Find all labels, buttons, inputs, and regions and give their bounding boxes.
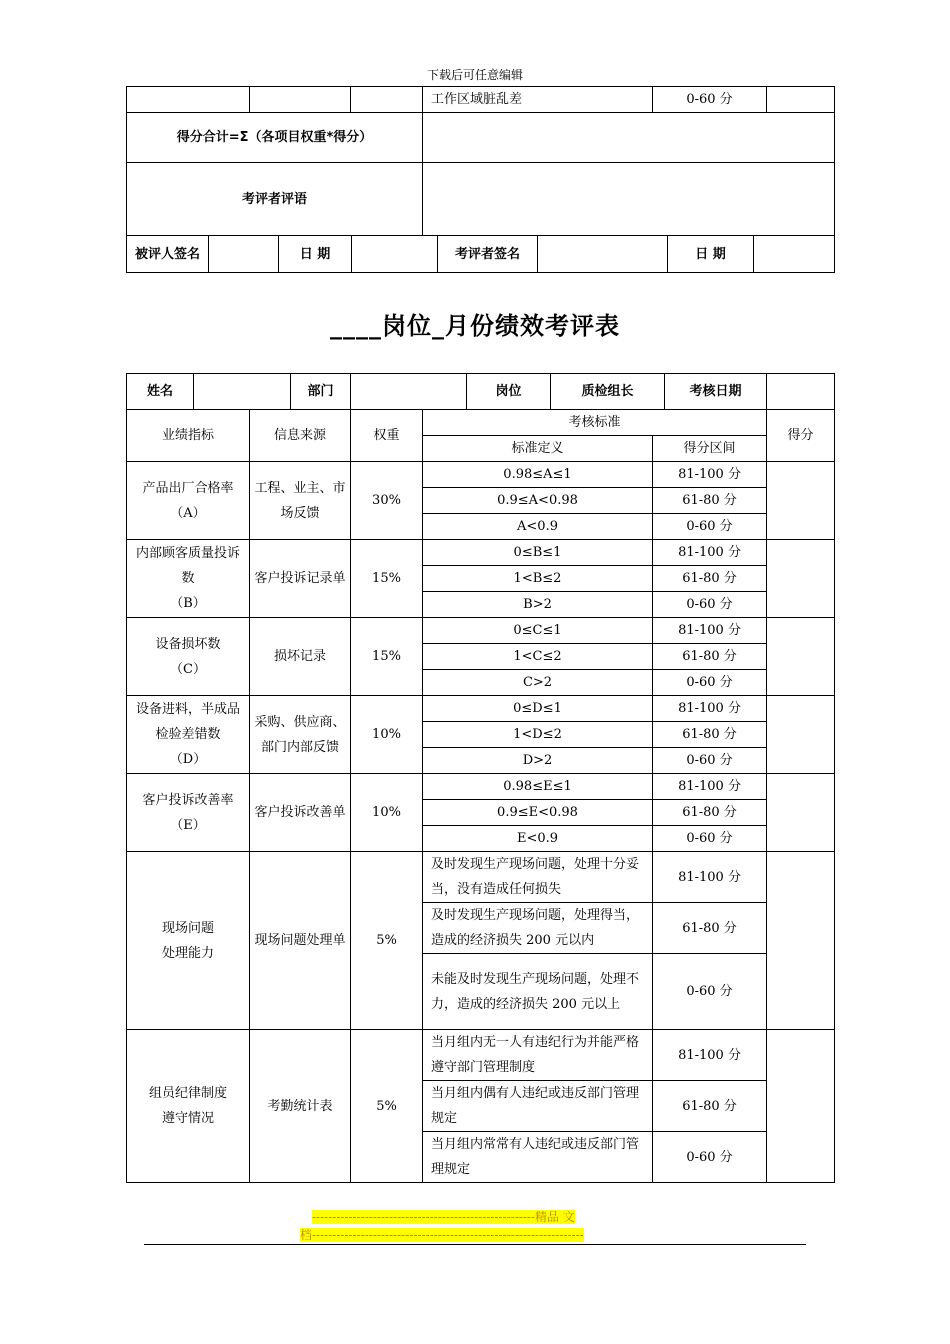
indicator-line: 产品出厂合格率 <box>142 480 234 496</box>
source-cell: 考勤统计表 <box>250 1030 351 1183</box>
page-header: 下载后可任意编辑 <box>426 68 523 82</box>
indicator-cell <box>127 618 250 696</box>
indicator-line: （A） <box>170 505 206 521</box>
range-cell: 0-60 分 <box>653 592 767 618</box>
range-cell: 0-60 分 <box>653 826 767 852</box>
evaluator-sign-label: 考评者签名 <box>438 236 538 273</box>
indicator-line: 组员纪律制度 <box>148 1086 227 1101</box>
range-cell: 81-100 分 <box>653 852 767 903</box>
score-header: 得分 <box>767 410 835 462</box>
indicator-line: 设备损坏数 <box>155 636 221 652</box>
score-cell[interactable] <box>767 618 835 696</box>
range-cell: 61-80 分 <box>653 722 767 748</box>
range-cell: 61-80 分 <box>653 644 767 670</box>
top-table <box>126 86 835 236</box>
item-cell: 工作区域脏乱差 <box>423 87 653 113</box>
indicator-cell <box>127 540 250 618</box>
indicator-cell <box>127 852 250 1030</box>
indicator-line: 内部顾客质量投诉数 <box>135 546 240 586</box>
dept-label: 部门 <box>291 374 351 410</box>
score-cell[interactable] <box>767 696 835 774</box>
source-cell: 客户投诉记录单 <box>250 540 351 618</box>
indicator-line: 客户投诉改善率 <box>142 792 234 808</box>
source-cell: 现场问题处理单 <box>250 852 351 1030</box>
post-label: 岗位 <box>467 374 551 410</box>
weight-cell: 15% <box>351 540 423 618</box>
definition-cell: C>2 <box>423 670 653 696</box>
indicator-line: （D） <box>169 752 207 767</box>
indicator-line: （C） <box>170 661 206 677</box>
score-cell[interactable] <box>767 540 835 618</box>
indicator-line: 处理能力 <box>161 945 214 961</box>
evaluatee-sign-label: 被评人签名 <box>127 236 209 273</box>
source-header: 信息来源 <box>250 410 351 462</box>
empty-cell <box>250 87 351 113</box>
evaluation-table <box>126 373 835 1183</box>
definition-header: 标准定义 <box>423 436 653 462</box>
score-cell[interactable] <box>767 774 835 852</box>
evaluatee-sign-cell[interactable] <box>209 236 279 273</box>
range-cell: 61-80 分 <box>653 566 767 592</box>
range-cell: 61-80 分 <box>653 1081 767 1132</box>
weight-header: 权重 <box>351 410 423 462</box>
definition-cell: 及时发现生产现场问题，处理十分妥当，没有造成任何损失 <box>423 852 653 903</box>
dept-value-cell[interactable] <box>351 374 467 410</box>
definition-cell: 未能及时发现生产现场问题，处理不力，造成的经济损失 200 元以上 <box>423 954 653 1030</box>
definition-cell: 当月组内无一人有违纪行为并能严格遵守部门管理制度 <box>423 1030 653 1081</box>
eval-date-value-cell[interactable] <box>767 374 835 410</box>
total-value-cell[interactable] <box>423 113 835 163</box>
eval-date-label: 考核日期 <box>665 374 767 410</box>
criteria-header: 考核标准 <box>423 410 767 436</box>
range-cell: 81-100 分 <box>653 462 767 488</box>
definition-cell: E<0.9 <box>423 826 653 852</box>
range-cell: 0-60 分 <box>653 1132 767 1183</box>
definition-cell: B>2 <box>423 592 653 618</box>
range-cell: 0-60 分 <box>653 87 767 113</box>
comment-label: 考评者评语 <box>127 163 423 236</box>
score-cell[interactable] <box>767 462 835 540</box>
footer-rule <box>144 1244 806 1245</box>
score-cell[interactable] <box>767 1030 835 1183</box>
range-cell: 61-80 分 <box>653 800 767 826</box>
indicator-line: （E） <box>170 817 206 833</box>
indicator-line: 现场问题 <box>161 920 214 936</box>
indicator-cell <box>127 1030 250 1183</box>
definition-cell: A<0.9 <box>423 514 653 540</box>
name-label: 姓名 <box>127 374 194 410</box>
date-label: 日 期 <box>279 236 352 273</box>
indicator-line: （B） <box>170 596 206 611</box>
definition-cell: 1<C≤2 <box>423 644 653 670</box>
indicator-cell <box>127 774 250 852</box>
definition-cell: 及时发现生产现场问题，处理得当，造成的经济损失 200 元以内 <box>423 903 653 954</box>
footer-line-2: 档------------------------------------------------------------------- <box>300 1228 584 1242</box>
definition-cell: 0.9≤E<0.98 <box>423 800 653 826</box>
range-cell: 0-60 分 <box>653 514 767 540</box>
form-title: ____岗位_月份绩效考评表 <box>330 312 620 340</box>
date-cell-2[interactable] <box>754 236 835 273</box>
comment-value-cell[interactable] <box>423 163 835 236</box>
signature-table <box>126 235 835 273</box>
indicator-header: 业绩指标 <box>127 410 250 462</box>
name-value-cell[interactable] <box>194 374 291 410</box>
weight-cell: 5% <box>351 852 423 1030</box>
definition-cell: 0≤D≤1 <box>423 696 653 722</box>
range-cell: 0-60 分 <box>653 670 767 696</box>
total-label: 得分合计=Σ（各项目权重*得分） <box>127 113 423 163</box>
empty-cell <box>127 87 250 113</box>
footer-mark <box>300 1208 584 1244</box>
range-header: 得分区间 <box>653 436 767 462</box>
indicator-cell <box>127 462 250 540</box>
definition-cell: D>2 <box>423 748 653 774</box>
empty-cell <box>351 87 423 113</box>
range-cell: 61-80 分 <box>653 488 767 514</box>
source-cell: 工程、业主、市场反馈 <box>250 462 351 540</box>
indicator-line: 设备进料，半成品检验差错数 <box>135 702 240 742</box>
definition-cell: 0.98≤A≤1 <box>423 462 653 488</box>
source-cell: 采购、供应商、部门内部反馈 <box>250 696 351 774</box>
indicator-line: 遵守情况 <box>161 1111 214 1126</box>
range-cell: 0-60 分 <box>653 748 767 774</box>
source-cell: 损坏记录 <box>250 618 351 696</box>
date-label-2: 日 期 <box>668 236 754 273</box>
date-cell[interactable] <box>352 236 438 273</box>
definition-cell: 0.98≤E≤1 <box>423 774 653 800</box>
weight-cell: 10% <box>351 696 423 774</box>
range-cell: 61-80 分 <box>653 903 767 954</box>
definition-cell: 1<B≤2 <box>423 566 653 592</box>
weight-cell: 10% <box>351 774 423 852</box>
definition-cell: 0≤C≤1 <box>423 618 653 644</box>
definition-cell: 0≤B≤1 <box>423 540 653 566</box>
score-cell[interactable] <box>767 87 835 113</box>
definition-cell: 0.9≤A<0.98 <box>423 488 653 514</box>
range-cell: 81-100 分 <box>653 696 767 722</box>
post-value: 质检组长 <box>551 374 665 410</box>
indicator-cell <box>127 696 250 774</box>
range-cell: 81-100 分 <box>653 774 767 800</box>
range-cell: 81-100 分 <box>653 1030 767 1081</box>
definition-cell: 1<D≤2 <box>423 722 653 748</box>
score-cell[interactable] <box>767 852 835 1030</box>
definition-cell: 当月组内常常有人违纪或违反部门管理规定 <box>423 1132 653 1183</box>
weight-cell: 30% <box>351 462 423 540</box>
weight-cell: 5% <box>351 1030 423 1183</box>
range-cell: 0-60 分 <box>653 954 767 1030</box>
source-cell: 客户投诉改善单 <box>250 774 351 852</box>
range-cell: 81-100 分 <box>653 618 767 644</box>
range-cell: 81-100 分 <box>653 540 767 566</box>
footer-line-1: -------------------------------------------------------精品 文 <box>312 1210 575 1224</box>
definition-cell: 当月组内偶有人违纪或违反部门管理规定 <box>423 1081 653 1132</box>
weight-cell: 15% <box>351 618 423 696</box>
evaluator-sign-cell[interactable] <box>538 236 668 273</box>
